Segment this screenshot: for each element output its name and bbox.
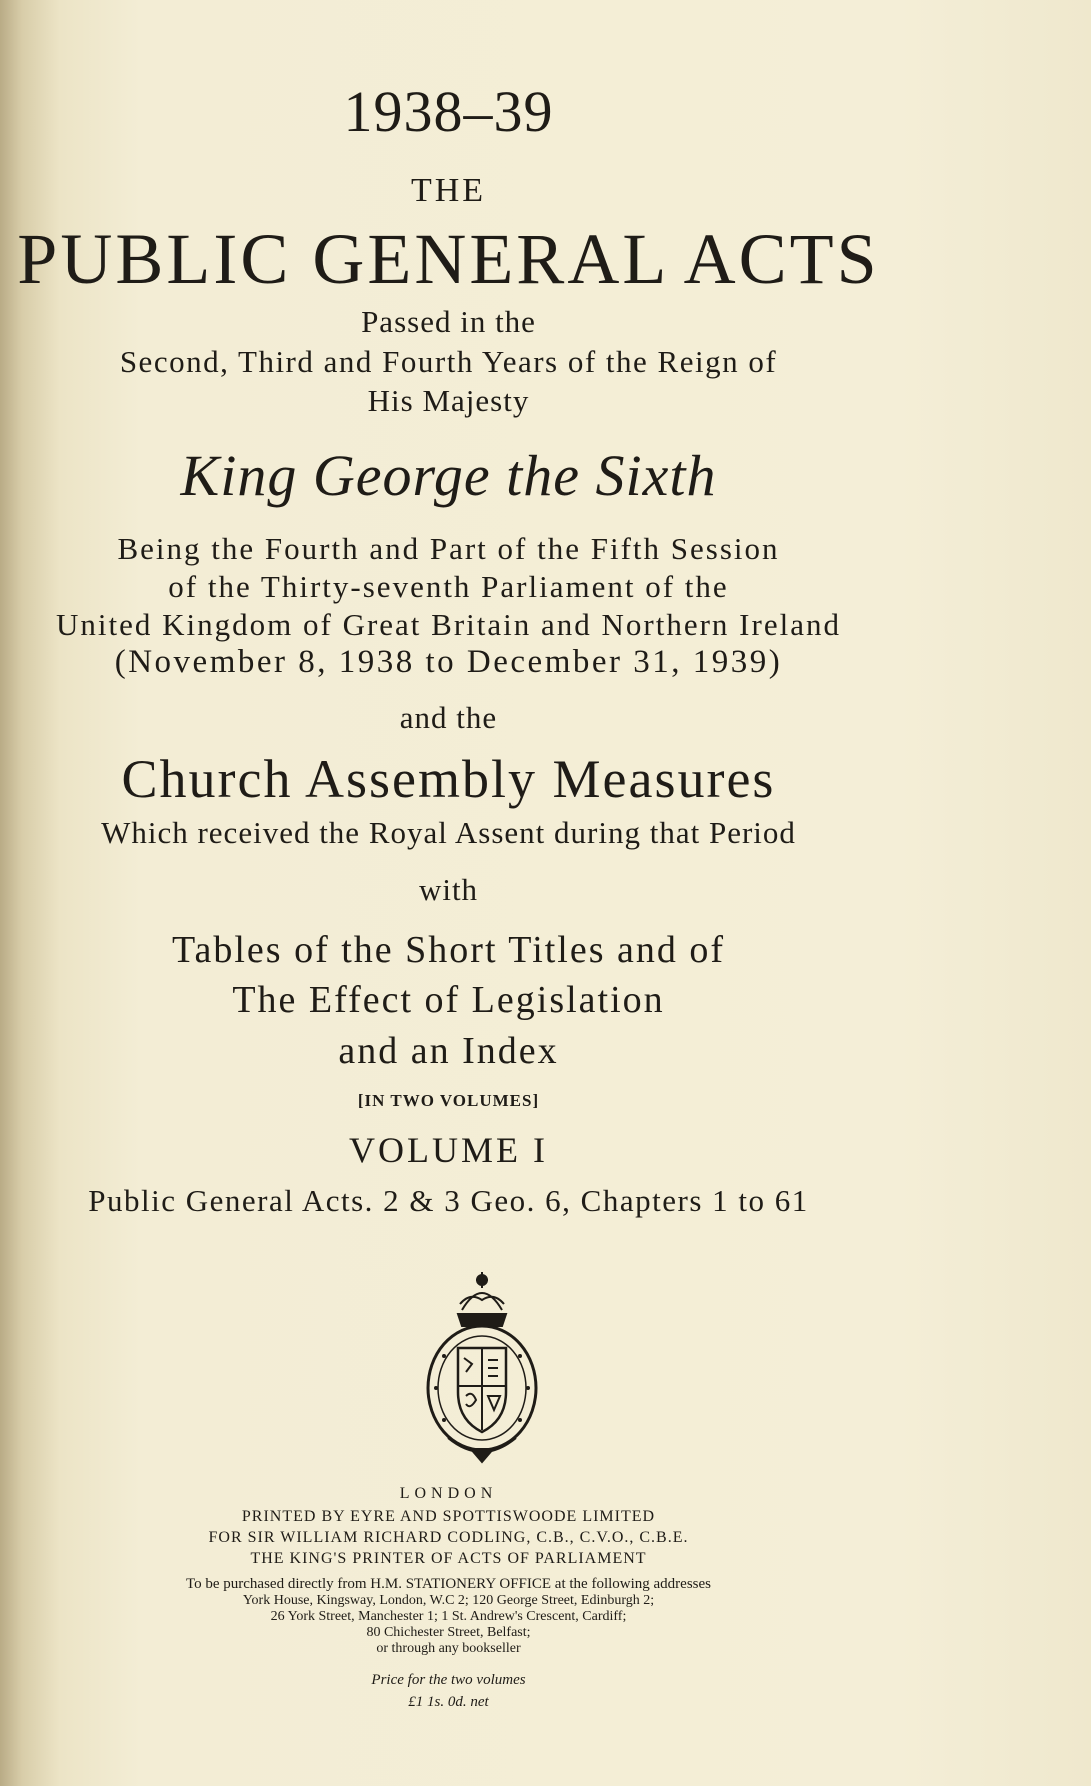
church-measures-heading: Church Assembly Measures <box>121 749 776 809</box>
address-line-belfast: 80 Chichester Street, Belfast; <box>366 1625 531 1640</box>
kingdom-line: United Kingdom of Great Britain and Northern Ireland <box>56 607 841 642</box>
imprint-kings-printer: THE KING'S PRINTER OF ACTS OF PARLIAMENT <box>250 1550 647 1567</box>
price-label: Price for the two volumes <box>371 1672 526 1688</box>
imprint-for: FOR SIR WILLIAM RICHARD CODLING, C.B., C.V.O., C.B.E. <box>208 1529 689 1546</box>
index-line: and an Index <box>338 1030 559 1072</box>
volumes-note: [IN TWO VOLUMES] <box>357 1091 540 1110</box>
royal-assent-line: Which received the Royal Assent during that Period <box>101 815 796 850</box>
address-line-manchester: 26 York Street, Manchester 1; 1 St. Andrew's Crescent, Cardiff; <box>270 1609 627 1624</box>
majesty-line: His Majesty <box>367 383 530 418</box>
volume-heading: VOLUME I <box>349 1130 548 1170</box>
royal-coat-of-arms-icon <box>422 1270 542 1466</box>
bookseller-line: or through any bookseller <box>376 1641 521 1656</box>
address-line-york: York House, Kingsway, London, W.C 2; 120 George Street, Edinburgh 2; <box>242 1593 655 1608</box>
price-amount: £1 1s. 0d. net <box>408 1694 489 1710</box>
date-range: (November 8, 1938 to December 31, 1939) <box>114 644 783 680</box>
imprint-city: LONDON <box>399 1485 498 1502</box>
reign-years-line: Second, Third and Fourth Years of the Reign of <box>119 344 778 379</box>
year-heading: 1938–39 <box>343 79 554 144</box>
tables-line: Tables of the Short Titles and of <box>171 929 726 971</box>
effect-line: The Effect of Legislation <box>232 979 665 1021</box>
with-line: with <box>418 872 479 907</box>
page-title: PUBLIC GENERAL ACTS <box>17 219 880 299</box>
session-line: Being the Fourth and Part of the Fifth Session <box>117 531 780 566</box>
chapters-line: Public General Acts. 2 & 3 Geo. 6, Chapters 1 to 61 <box>88 1183 809 1218</box>
king-name: King George the Sixth <box>180 443 717 508</box>
and-the-line: and the <box>399 700 498 735</box>
the-label: THE <box>410 172 487 209</box>
purchase-line: To be purchased directly from H.M. STATIONERY OFFICE at the following addresses <box>185 1576 712 1592</box>
passed-line: Passed in the <box>361 304 536 339</box>
imprint-printer: PRINTED BY EYRE AND SPOTTISWOODE LIMITED <box>241 1508 656 1525</box>
parliament-line: of the Thirty-seventh Parliament of the <box>168 569 729 604</box>
